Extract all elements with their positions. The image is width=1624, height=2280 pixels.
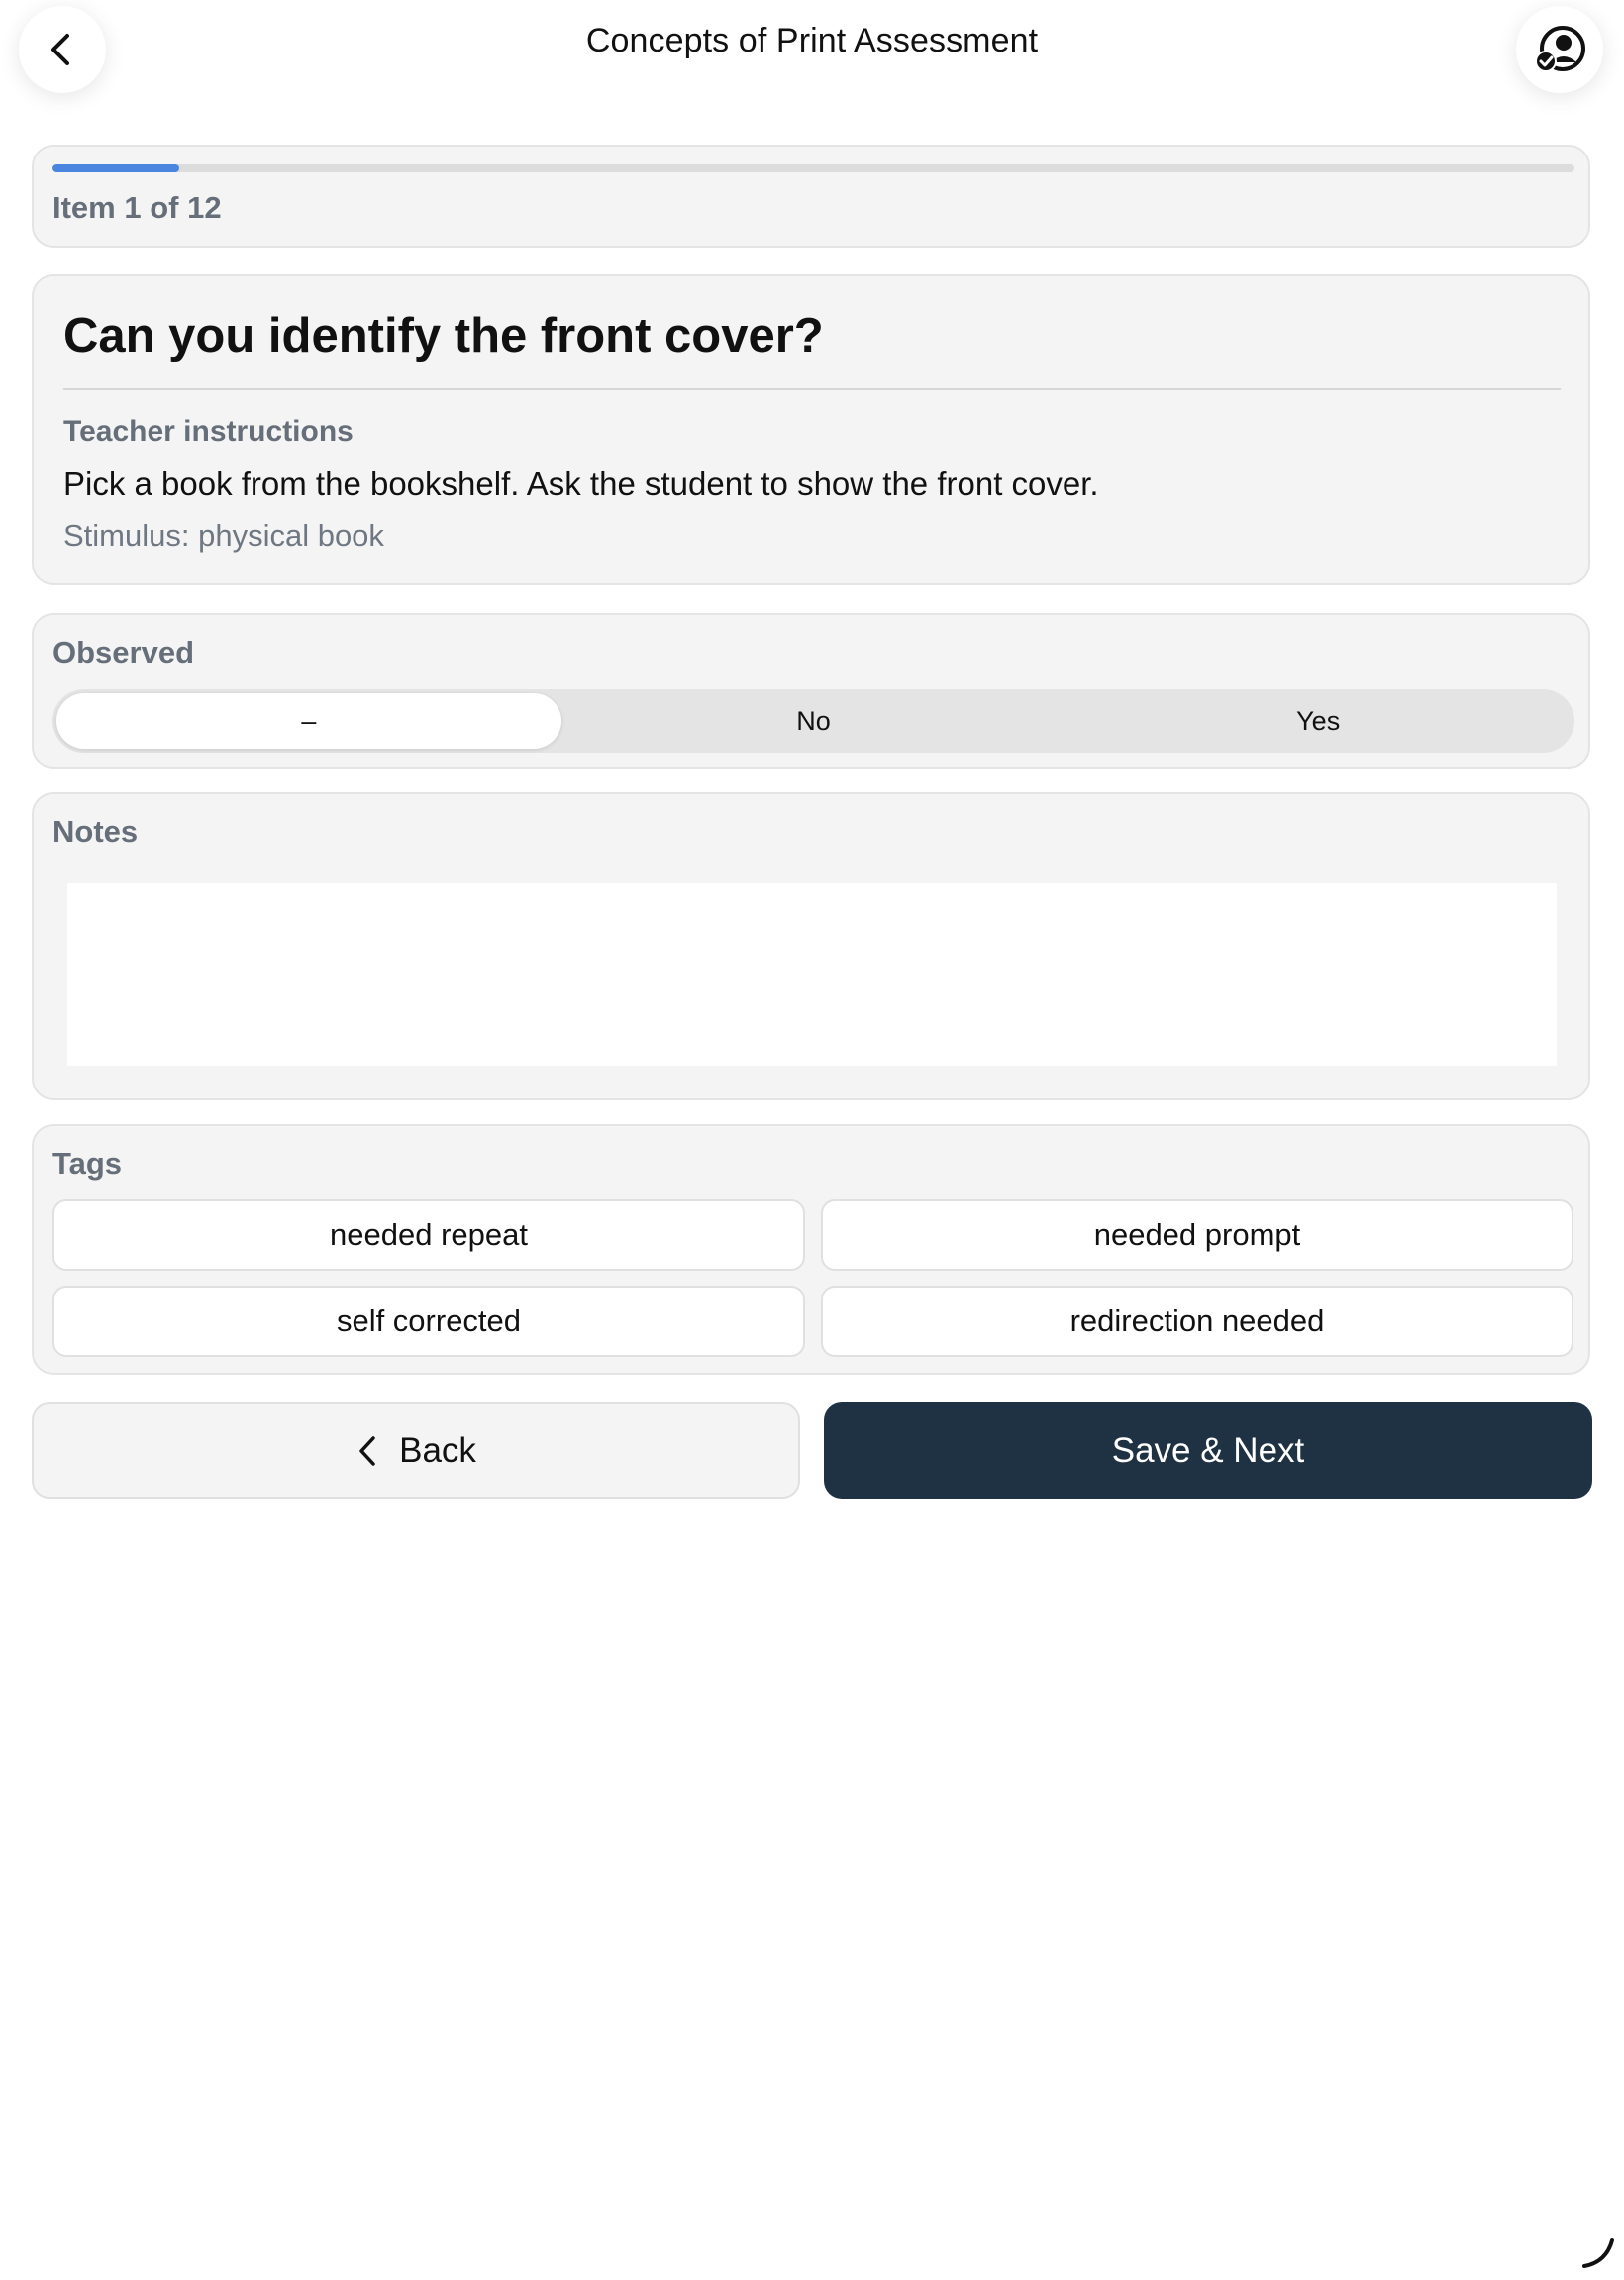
tag-needed-prompt[interactable]: needed prompt — [821, 1199, 1573, 1271]
question-card — [32, 274, 1590, 585]
chevron-left-icon — [355, 1434, 379, 1468]
notes-label: Notes — [52, 814, 139, 849]
tags-card — [32, 1124, 1590, 1375]
notes-input[interactable] — [67, 883, 1557, 1066]
back-button-label: Back — [399, 1430, 476, 1470]
page-title: Concepts of Print Assessment — [585, 22, 1039, 59]
observed-option-none[interactable]: – — [56, 693, 561, 749]
tag-needed-repeat[interactable]: needed repeat — [52, 1199, 805, 1271]
progress-fill — [52, 164, 179, 172]
progress-bar — [52, 164, 1574, 172]
observed-option-yes[interactable]: Yes — [1296, 705, 1341, 736]
instructions-text: Pick a book from the bookshelf. Ask the student to show the front cover. — [63, 466, 1099, 502]
divider — [63, 388, 1561, 390]
student-button[interactable] — [1516, 6, 1603, 93]
observed-segmented-control — [52, 689, 1574, 753]
observed-option-no[interactable]: No — [796, 705, 831, 736]
notes-card — [32, 792, 1590, 1100]
observed-label: Observed — [52, 635, 195, 670]
student-check-icon — [1531, 21, 1588, 78]
stimulus-text: Stimulus: physical book — [63, 518, 384, 553]
observed-card — [32, 613, 1590, 769]
question-title: Can you identify the front cover? — [63, 309, 824, 363]
tag-redirection-needed[interactable]: redirection needed — [821, 1286, 1573, 1357]
tag-self-corrected[interactable]: self corrected — [52, 1286, 805, 1357]
back-button[interactable] — [32, 1402, 800, 1499]
progress-label: Item 1 of 12 — [52, 190, 222, 225]
tags-label: Tags — [52, 1146, 123, 1181]
save-next-button[interactable]: Save & Next — [824, 1402, 1592, 1499]
progress-card — [32, 145, 1590, 248]
instructions-heading: Teacher instructions — [63, 415, 354, 448]
resize-handle-icon[interactable] — [1580, 2234, 1616, 2270]
